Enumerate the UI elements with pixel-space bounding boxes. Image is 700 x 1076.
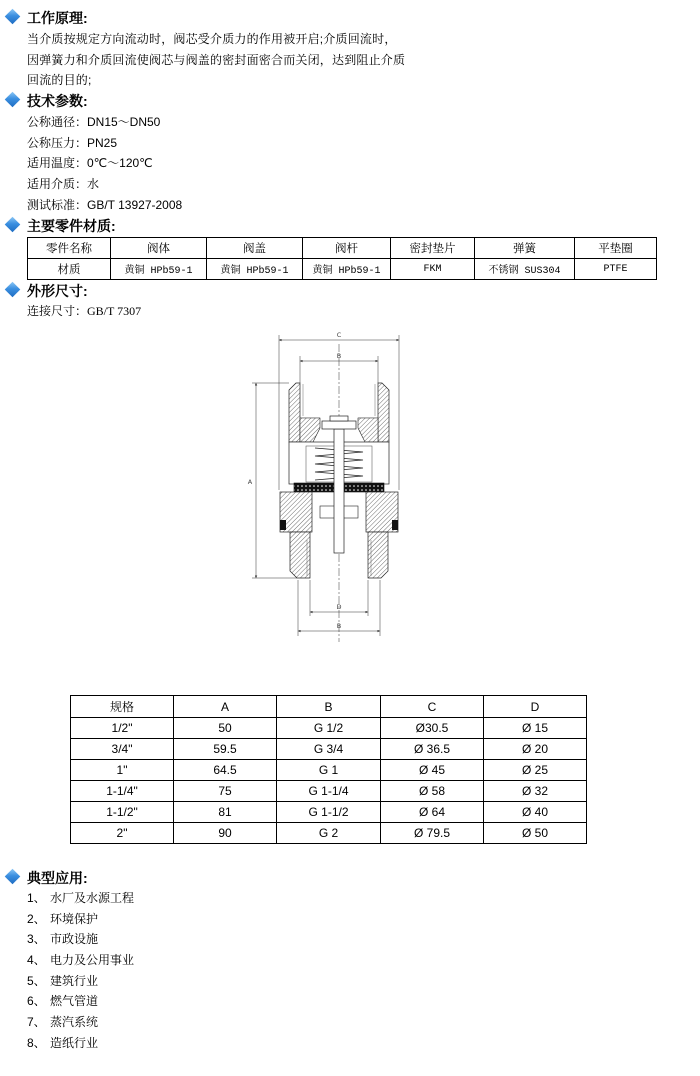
a-cell: 81 — [174, 802, 277, 823]
diamond-bullet-icon — [5, 217, 21, 233]
list-item-text: 环境保护 — [50, 911, 99, 926]
table-row — [71, 760, 587, 781]
section-heading-specs — [0, 91, 320, 111]
size-cell: 3/4" — [71, 739, 174, 760]
valve-disc-cap — [330, 416, 348, 421]
materials-header-cell: 零件名称 — [28, 238, 111, 259]
material-value-body: 黄铜 HPb59-1 — [111, 259, 207, 280]
c-cell: Ø 36.5 — [381, 739, 484, 760]
table-row — [71, 802, 587, 823]
a-cell: 59.5 — [174, 739, 277, 760]
b-cell: G 1-1/4 — [277, 781, 381, 802]
list-item — [27, 1012, 134, 1033]
list-item-number: 3、 — [27, 932, 46, 947]
dimensions-table — [70, 695, 587, 844]
spec-item-test-standard: 测试标准：GB/T 13927-2008 — [27, 197, 183, 212]
list-item-number: 1、 — [27, 891, 46, 905]
heading-text: 典型应用: — [27, 870, 88, 886]
list-item — [27, 991, 134, 1012]
size-cell: 1-1/4" — [71, 781, 174, 802]
dimensions-header-cell: D — [484, 696, 587, 718]
dimensions-header-cell: A — [174, 696, 277, 718]
size-cell: 1-1/2" — [71, 802, 174, 823]
material-value-stem: 黄铜 HPb59-1 — [303, 259, 391, 280]
spec-item-temperature: 适用温度：0℃～120℃ — [27, 156, 153, 171]
a-cell: 75 — [174, 781, 277, 802]
c-cell: Ø30.5 — [381, 718, 484, 739]
dimension-label-c: C — [336, 331, 342, 339]
materials-value-row — [28, 259, 657, 280]
materials-header-cell: 阀盖 — [207, 238, 303, 259]
b-cell: G 1/2 — [277, 718, 381, 739]
section-heading-principle — [0, 8, 320, 28]
list-item — [27, 929, 134, 950]
a-cell: 50 — [174, 718, 277, 739]
list-item — [27, 909, 134, 930]
table-row — [71, 781, 587, 802]
dimensions-header-row — [71, 696, 587, 718]
spec-item-medium: 适用介质：水 — [27, 177, 100, 192]
d-cell: Ø 50 — [484, 823, 587, 844]
list-item-number: 8、 — [27, 1035, 46, 1050]
a-cell: 90 — [174, 823, 277, 844]
dimension-label-a: A — [247, 478, 253, 486]
diamond-bullet-icon — [5, 9, 21, 25]
materials-header-cell: 弹簧 — [475, 238, 575, 259]
b-cell: G 1 — [277, 760, 381, 781]
list-item — [27, 971, 134, 992]
c-cell: Ø 64 — [381, 802, 484, 823]
d-cell: Ø 25 — [484, 760, 587, 781]
materials-header-cell: 阀杆 — [303, 238, 391, 259]
materials-row-label: 材质 — [28, 259, 111, 280]
size-cell: 2" — [71, 823, 174, 844]
seat-left — [300, 418, 320, 442]
section-heading-applications — [0, 868, 320, 888]
spec-item-nominal-diameter: 公称通径：DN15～DN50 — [27, 115, 161, 129]
list-item-text: 造纸行业 — [50, 1035, 99, 1050]
heading-text: 工作原理: — [27, 10, 88, 26]
top-wall-right — [378, 383, 389, 442]
materials-table — [27, 237, 657, 280]
list-item-text: 蒸汽系统 — [50, 1015, 99, 1030]
heading-text: 外形尺寸: — [27, 283, 88, 299]
diamond-bullet-icon — [5, 869, 21, 885]
a-cell: 64.5 — [174, 760, 277, 781]
dimension-label-b-bottom: B — [336, 622, 342, 630]
material-value-washer: PTFE — [575, 259, 657, 280]
list-item — [27, 1033, 134, 1054]
d-cell: Ø 32 — [484, 781, 587, 802]
diamond-bullet-icon — [5, 282, 21, 298]
specs-list — [27, 112, 182, 215]
list-item-text: 市政设施 — [50, 932, 99, 947]
b-cell: G 2 — [277, 823, 381, 844]
list-item — [27, 950, 134, 971]
top-wall-left — [289, 383, 300, 442]
list-item-text: 电力及公用事业 — [50, 953, 135, 968]
o-ring-right — [392, 520, 398, 530]
d-cell: Ø 15 — [484, 718, 587, 739]
list-item-number: 7、 — [27, 1015, 46, 1030]
paragraph-line: 因弹簧力和介质回流使阀芯与阀盖的密封面密合而关闭，达到阻止介质 — [27, 52, 406, 67]
spec-item-nominal-pressure: 公称压力：PN25 — [27, 135, 118, 150]
material-value-bonnet: 黄铜 HPb59-1 — [207, 259, 303, 280]
valve-drawing — [240, 325, 410, 645]
table-row — [71, 739, 587, 760]
materials-header-cell: 阀体 — [111, 238, 207, 259]
o-ring-left — [280, 520, 286, 530]
materials-header-cell: 平垫圈 — [575, 238, 657, 259]
material-value-spring: 不锈钢 SUS304 — [475, 259, 575, 280]
table-row — [71, 718, 587, 739]
c-cell: Ø 79.5 — [381, 823, 484, 844]
list-item-text: 燃气管道 — [50, 994, 99, 1009]
list-item-number: 6、 — [27, 994, 46, 1009]
d-cell: Ø 20 — [484, 739, 587, 760]
list-item-number: 2、 — [27, 911, 46, 926]
list-item-text: 建筑行业 — [50, 973, 99, 988]
valve-disc — [322, 421, 356, 429]
valve-stem — [334, 429, 344, 553]
diamond-bullet-icon — [5, 92, 21, 108]
section-heading-materials — [0, 216, 320, 236]
dimensions-header-cell: 规格 — [71, 696, 174, 718]
material-value-gasket: FKM — [391, 259, 475, 280]
d-cell: Ø 40 — [484, 802, 587, 823]
dimension-label-b-top: B — [336, 352, 342, 360]
table-row — [71, 823, 587, 844]
b-cell: G 3/4 — [277, 739, 381, 760]
dimensions-header-cell: B — [277, 696, 381, 718]
b-cell: G 1-1/2 — [277, 802, 381, 823]
paragraph-line: 当介质按规定方向流动时，阀芯受介质力的作用被开启;介质回流时， — [27, 32, 397, 46]
materials-header-cell: 密封垫片 — [391, 238, 475, 259]
list-item-text: 水厂及水源工程 — [50, 891, 135, 905]
section-heading-dimensions — [0, 281, 320, 301]
c-cell: Ø 45 — [381, 760, 484, 781]
principle-paragraph — [27, 29, 405, 91]
connection-standard: 连接尺寸：GB/T 7307 — [27, 304, 142, 318]
heading-text: 技术参数: — [27, 93, 88, 109]
list-item-number: 4、 — [27, 953, 46, 968]
c-cell: Ø 58 — [381, 781, 484, 802]
paragraph-line: 回流的目的; — [27, 73, 92, 88]
list-item — [27, 888, 134, 909]
size-cell: 1/2" — [71, 718, 174, 739]
heading-text: 主要零件材质: — [27, 218, 116, 234]
seat-right — [358, 418, 378, 442]
dimension-label-d: D — [336, 603, 342, 611]
applications-list — [27, 888, 134, 1054]
list-item-number: 5、 — [27, 973, 46, 988]
materials-header-row — [28, 238, 657, 259]
dimensions-header-cell: C — [381, 696, 484, 718]
size-cell: 1" — [71, 760, 174, 781]
